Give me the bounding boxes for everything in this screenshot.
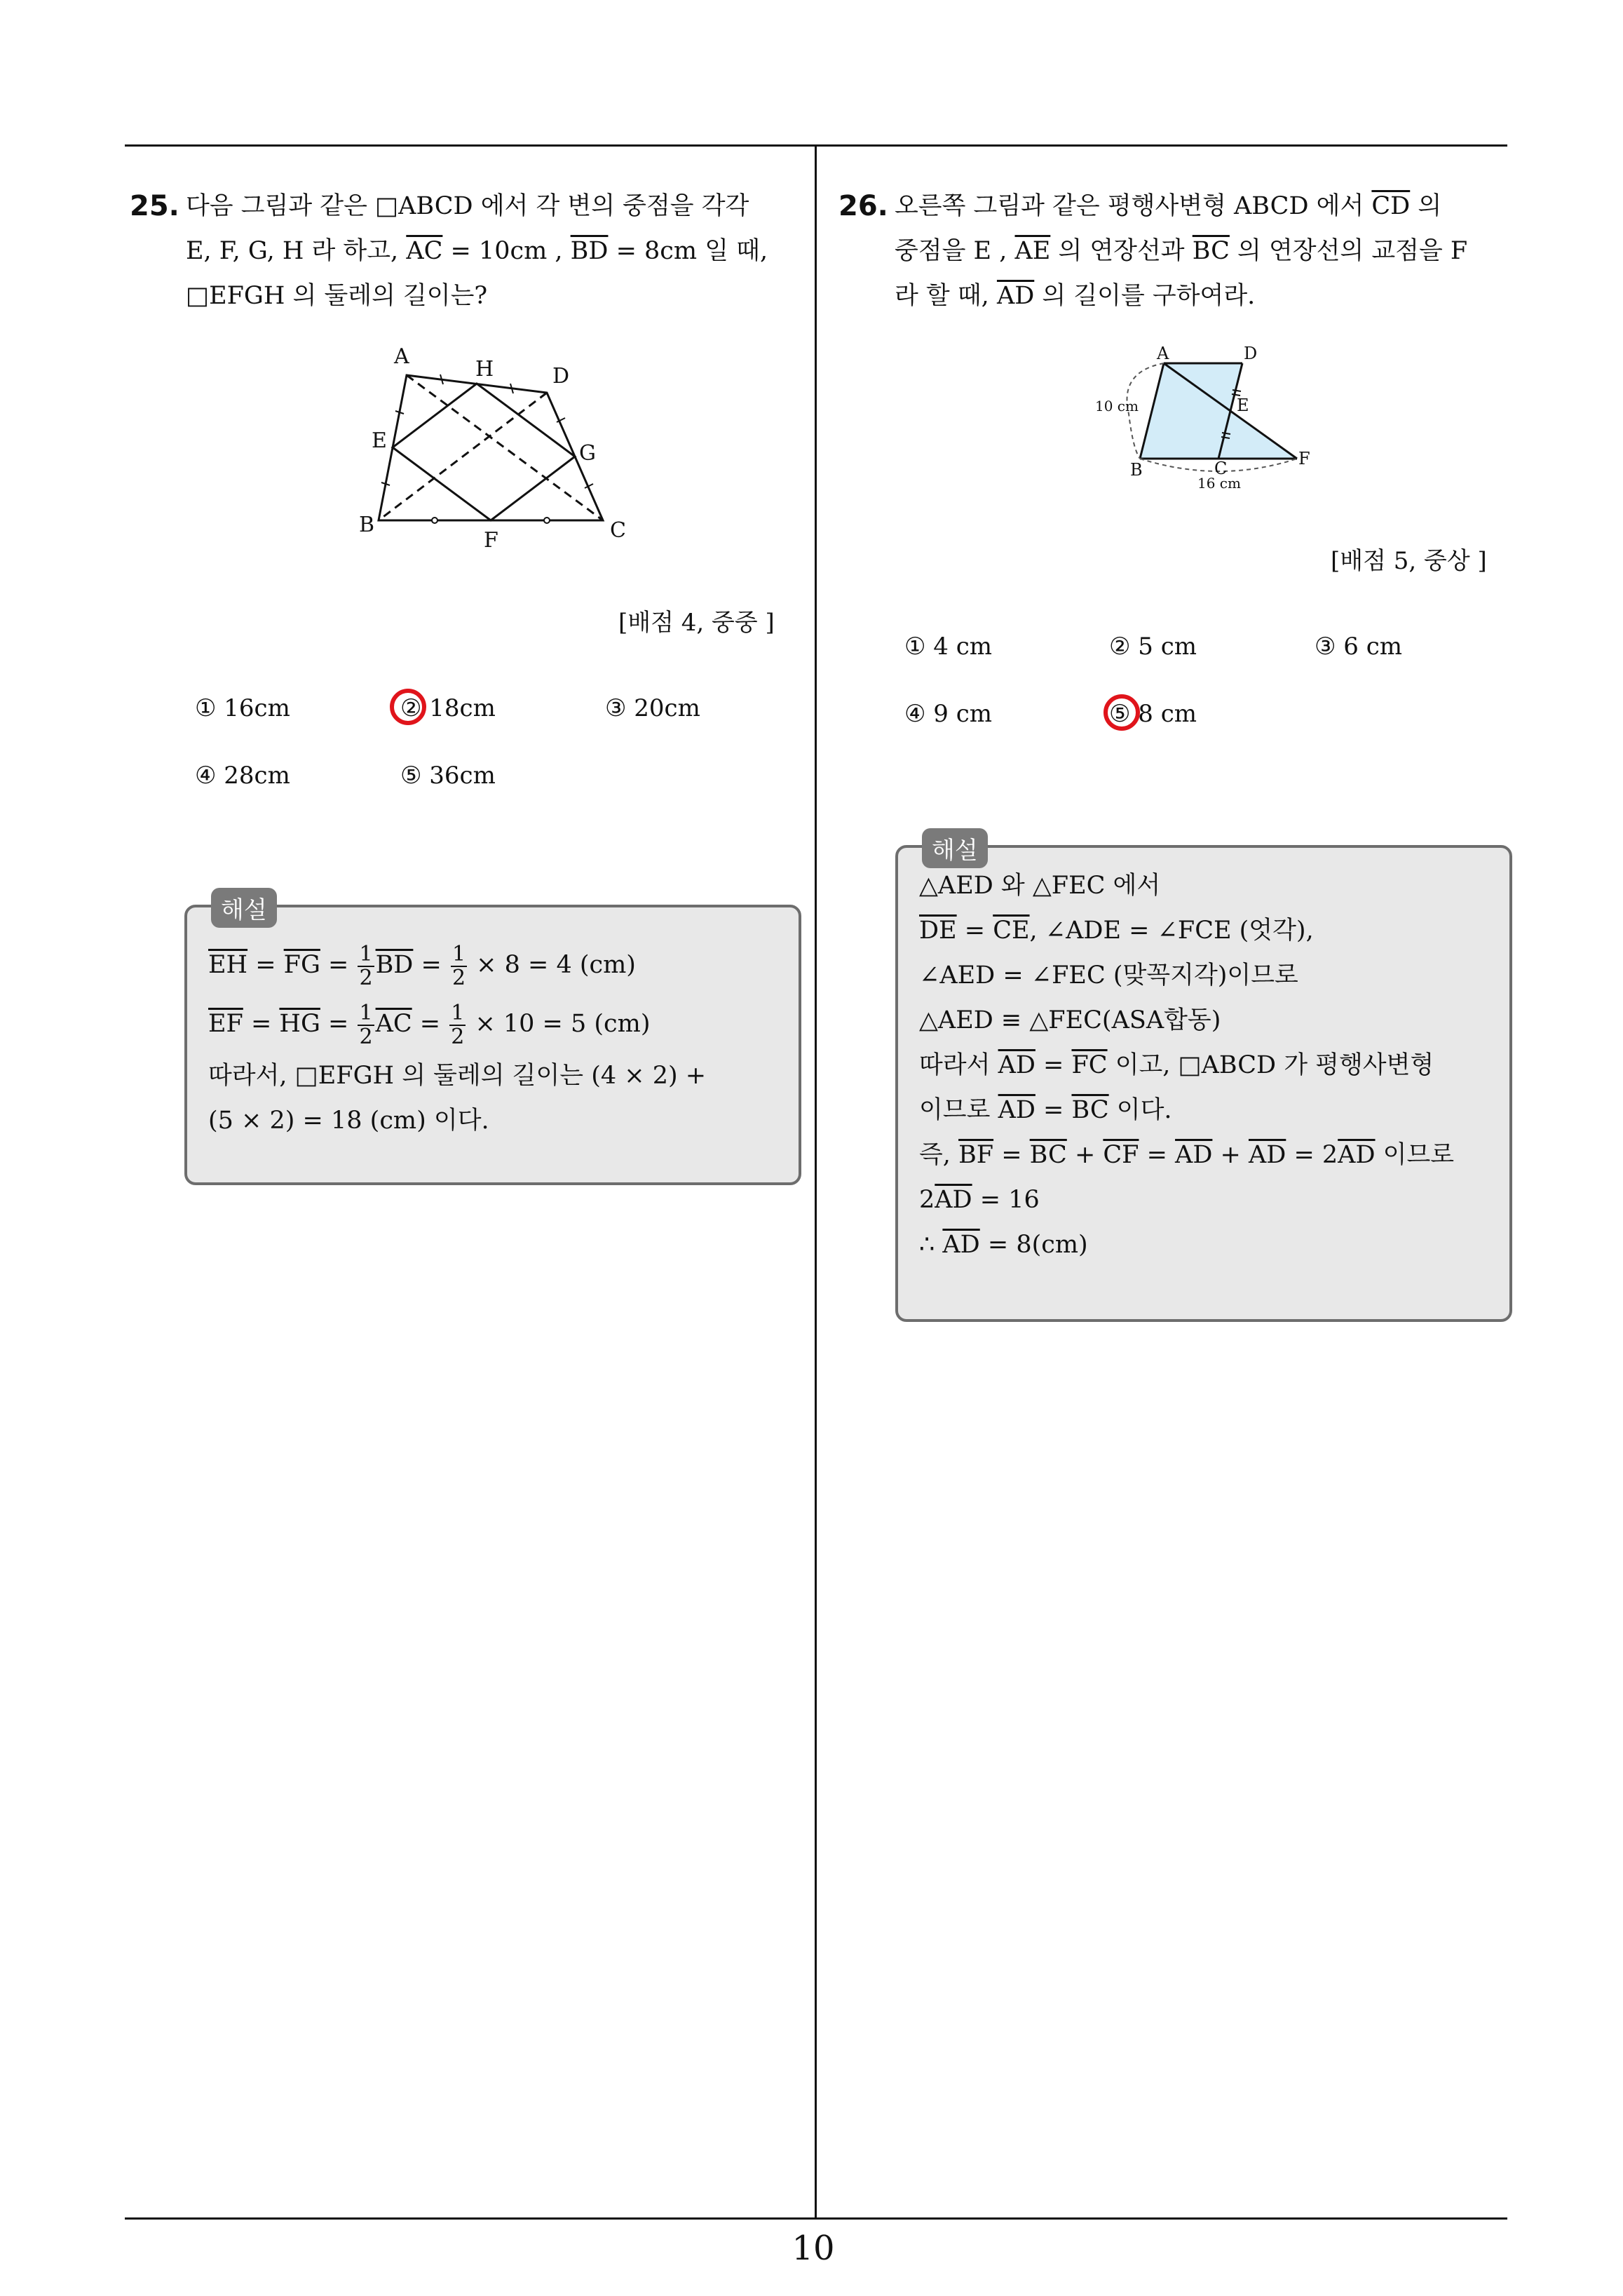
segment: $\overline{CE}$ xyxy=(993,917,1030,945)
text: 따라서 xyxy=(919,1051,998,1079)
choice-5[interactable]: ⑤ 36cm xyxy=(400,762,496,790)
solution-tab: 해설 xyxy=(922,828,988,868)
fraction xyxy=(449,1002,466,1048)
q25-solution-body xyxy=(208,936,706,1143)
segment-ad: $\overline{AD}$ xyxy=(996,282,1035,310)
q26-sol-line-2 xyxy=(919,908,1454,953)
segment: $\overline{FG}$ xyxy=(283,951,320,979)
quad-abcd xyxy=(379,375,603,520)
text: = 16 xyxy=(972,1186,1040,1214)
label-side-10cm: 10 cm xyxy=(1095,398,1139,414)
column-divider xyxy=(815,144,817,2219)
label-e: E xyxy=(372,428,387,453)
text: × 10 = 5 (cm) xyxy=(467,1010,651,1038)
segment: $\overline{AD}$ xyxy=(1338,1141,1376,1169)
text: 의 xyxy=(1410,192,1442,220)
q26-figure xyxy=(1094,344,1325,498)
label-c: C xyxy=(610,518,626,543)
choice-2[interactable]: ② 5 cm xyxy=(1109,633,1197,661)
label-a: A xyxy=(1157,344,1169,363)
text: × 8 = 4 (cm) xyxy=(468,951,636,979)
label-base-16cm: 16 cm xyxy=(1197,475,1241,492)
q26-sol-line-8 xyxy=(919,1177,1454,1222)
question-26 xyxy=(838,184,1512,318)
segment: $\overline{AD}$ xyxy=(1175,1141,1213,1169)
text: = xyxy=(1035,1051,1072,1079)
q26-sol-line-4: △AED ≡ △FEC(ASA합동) xyxy=(919,1006,1221,1034)
text: E, F, G, H 라 하고, xyxy=(186,237,407,265)
q26-score: [배점 5, 중상 ] xyxy=(1331,547,1487,575)
segment: $\overline{BC}$ xyxy=(1029,1141,1067,1169)
q26-sol-line-5 xyxy=(919,1043,1454,1088)
question-number: 26. xyxy=(838,190,888,222)
fraction xyxy=(358,1002,374,1048)
label-c: C xyxy=(1214,459,1228,478)
q25-solution-box xyxy=(184,896,801,1185)
text: = 8cm 일 때, xyxy=(608,237,768,265)
q26-solution-body xyxy=(919,863,1454,1267)
text: 이고, □ABCD 가 평행사변형 xyxy=(1107,1051,1434,1079)
text: + xyxy=(1066,1141,1103,1169)
fraction xyxy=(451,943,467,990)
segment-bc: $\overline{BC}$ xyxy=(1192,237,1230,265)
segment: $\overline{BD}$ xyxy=(375,951,414,979)
segment: $\overline{DE}$ xyxy=(919,917,957,945)
selected-answer-mark xyxy=(1103,694,1140,731)
choice-4[interactable]: ④ 28cm xyxy=(195,762,290,790)
numerator: 1 xyxy=(359,941,373,966)
segment: $\overline{EH}$ xyxy=(208,951,248,979)
label-h: H xyxy=(475,357,494,381)
choice-2[interactable]: ② 18cm xyxy=(400,694,496,722)
q25-figure xyxy=(358,344,638,554)
text: 즉, xyxy=(919,1141,959,1169)
numerator: 1 xyxy=(359,1000,373,1025)
segment: $\overline{AD}$ xyxy=(1248,1141,1286,1169)
numerator: 1 xyxy=(451,941,466,966)
q26-sol-line-9 xyxy=(919,1222,1454,1267)
segment: $\overline{HG}$ xyxy=(279,1010,320,1038)
text: ∴ xyxy=(919,1231,943,1259)
question-number: 25. xyxy=(130,190,179,222)
q25-sol-line-2 xyxy=(208,994,706,1053)
q25-line-3: □EFGH 의 둘레의 길이는? xyxy=(186,282,488,310)
segment-bd: $\overline{BD}$ xyxy=(570,237,609,265)
quad-efgh xyxy=(393,384,575,520)
text: 의 연장선과 xyxy=(1050,237,1193,265)
text: , ∠ADE = ∠FCE (엇각), xyxy=(1029,917,1314,945)
text: = xyxy=(247,951,284,979)
text: = xyxy=(956,917,993,945)
selected-answer-mark xyxy=(390,689,426,725)
q26-sol-line-6 xyxy=(919,1088,1454,1133)
numerator: 1 xyxy=(451,1000,465,1025)
denominator: 2 xyxy=(451,1024,465,1049)
denominator: 2 xyxy=(359,1024,373,1049)
choice-3[interactable]: ③ 20cm xyxy=(605,694,700,722)
q26-line-1 xyxy=(895,184,1512,229)
q26-sol-line-1: △AED 와 △FEC 에서 xyxy=(919,872,1161,900)
label-e: E xyxy=(1237,396,1249,415)
text: 의 연장선의 교점을 F xyxy=(1229,237,1468,265)
text: 오른쪽 그림과 같은 평행사변형 ABCD 에서 xyxy=(895,192,1372,220)
label-f: F xyxy=(1298,449,1310,468)
text: 라 할 때, xyxy=(895,282,997,310)
text: = 10cm , xyxy=(442,237,571,265)
text: = 2 xyxy=(1286,1141,1338,1169)
question-25-text xyxy=(130,184,803,318)
q25-line-1: 다음 그림과 같은 □ABCD 에서 각 변의 중점을 각각 xyxy=(186,192,749,220)
solution-tab: 해설 xyxy=(211,888,277,928)
segment: $\overline{EF}$ xyxy=(208,1010,243,1038)
q25-line-2 xyxy=(186,229,803,274)
denominator: 2 xyxy=(451,965,466,990)
fraction xyxy=(358,943,374,990)
label-g: G xyxy=(579,441,596,466)
segment-cd: $\overline{CD}$ xyxy=(1371,192,1411,220)
segment: $\overline{BF}$ xyxy=(958,1141,994,1169)
segment: $\overline{CF}$ xyxy=(1103,1141,1139,1169)
text: = xyxy=(320,1010,357,1038)
q26-sol-line-7 xyxy=(919,1133,1454,1177)
text: = xyxy=(243,1010,280,1038)
text: = xyxy=(320,951,357,979)
segment: $\overline{AD}$ xyxy=(998,1096,1035,1124)
diagonal-ac xyxy=(407,375,603,520)
page-number: 10 xyxy=(792,2229,835,2268)
choice-3[interactable]: ③ 6 cm xyxy=(1315,633,1403,661)
choice-1[interactable]: ① 16cm xyxy=(195,694,290,722)
segment: $\overline{AD}$ xyxy=(998,1051,1035,1079)
segment: $\overline{AC}$ xyxy=(375,1010,412,1038)
label-b: B xyxy=(1130,460,1143,480)
choice-4[interactable]: ④ 9 cm xyxy=(904,700,993,728)
segment: $\overline{AD}$ xyxy=(935,1186,972,1214)
q26-solution-box xyxy=(895,837,1512,1322)
q25-sol-line-3: 따라서, □EFGH 의 둘레의 길이는 (4 × 2) + xyxy=(208,1062,707,1090)
text: 이다. xyxy=(1108,1096,1172,1124)
q26-sol-line-3: ∠AED = ∠FEC (맞꼭지각)이므로 xyxy=(919,961,1298,990)
choice-5[interactable]: ⑤ 8 cm xyxy=(1109,700,1197,728)
text: 이므로 xyxy=(919,1096,998,1124)
text: = xyxy=(1139,1141,1176,1169)
q26-line-3 xyxy=(895,274,1512,318)
text: = xyxy=(993,1141,1030,1169)
q26-line-2 xyxy=(895,229,1512,274)
q25-sol-line-4: (5 × 2) = 18 (cm) 이다. xyxy=(208,1107,489,1135)
label-f: F xyxy=(484,528,498,553)
segment: $\overline{FC}$ xyxy=(1071,1051,1108,1079)
text: = xyxy=(413,951,449,979)
text: 이므로 xyxy=(1375,1141,1455,1169)
question-26-text xyxy=(838,184,1512,318)
bottom-rule xyxy=(125,2217,1507,2220)
segment: $\overline{BC}$ xyxy=(1071,1096,1109,1124)
label-b: B xyxy=(359,513,375,537)
choice-1[interactable]: ① 4 cm xyxy=(904,633,993,661)
text: 의 길이를 구하여라. xyxy=(1034,282,1256,310)
denominator: 2 xyxy=(359,965,373,990)
segment: $\overline{AD}$ xyxy=(942,1231,980,1259)
text: = xyxy=(1035,1096,1072,1124)
segment-ae: $\overline{AE}$ xyxy=(1014,237,1051,265)
segment-ac: $\overline{AC}$ xyxy=(406,237,443,265)
question-25 xyxy=(130,184,803,318)
label-a: A xyxy=(394,344,409,369)
q25-score: [배점 4, 중중 ] xyxy=(618,609,775,637)
text: 2 xyxy=(919,1186,935,1214)
text: + xyxy=(1212,1141,1249,1169)
label-d: D xyxy=(552,364,570,389)
q25-sol-line-1 xyxy=(208,936,706,994)
text: = 8(cm) xyxy=(979,1231,1088,1259)
text: 중점을 E , xyxy=(895,237,1015,265)
text: = xyxy=(412,1010,449,1038)
label-d: D xyxy=(1244,344,1258,363)
